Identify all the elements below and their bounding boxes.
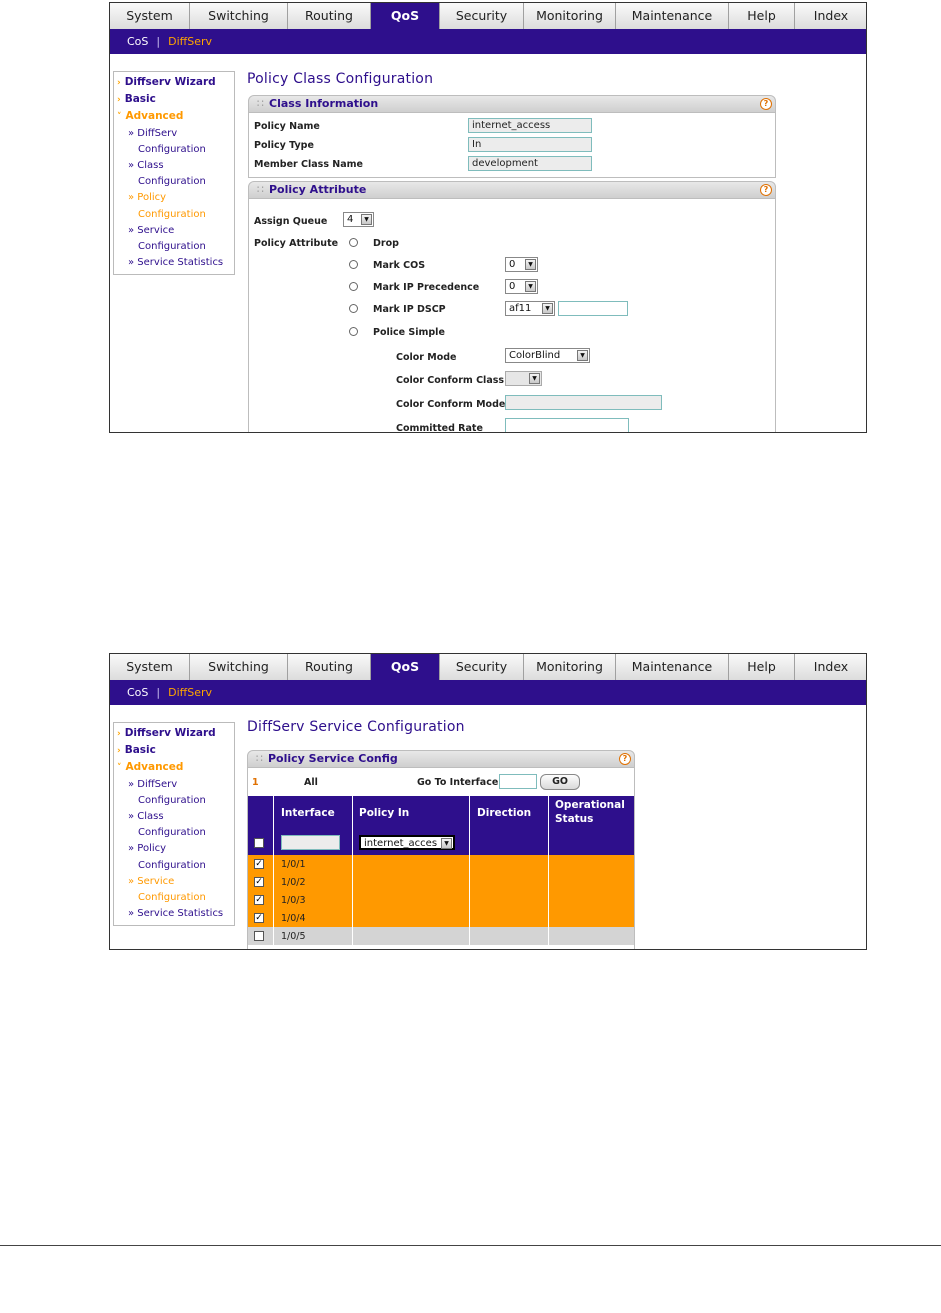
committed-rate-input[interactable]: [505, 418, 629, 433]
mark-ip-precedence-select[interactable]: [505, 279, 538, 294]
sidebar-item-statistics[interactable]: » Service Statistics: [128, 257, 224, 269]
mark-ip-dscp-input[interactable]: [558, 301, 628, 316]
sidebar-item-policy[interactable]: » Policy: [128, 192, 167, 204]
subtab-cos[interactable]: CoS: [127, 35, 149, 48]
tab-routing[interactable]: Routing: [288, 654, 371, 680]
mark-ip-dscp-select[interactable]: [505, 301, 555, 316]
policy-type-label: Policy Type: [254, 140, 314, 151]
sidebar: [113, 71, 235, 275]
table-row[interactable]: [248, 855, 634, 873]
help-icon[interactable]: ?: [760, 184, 772, 196]
tab-index[interactable]: Index: [795, 3, 867, 29]
row-checkbox[interactable]: ✓: [255, 877, 263, 887]
column-divider: [352, 873, 353, 891]
dropdown-arrow-icon: ▼: [525, 281, 536, 292]
subtab-diffserv[interactable]: DiffServ: [168, 35, 213, 48]
tab-qos[interactable]: QoS: [371, 654, 440, 680]
column-divider: [273, 891, 274, 909]
sidebar-item-statistics[interactable]: » Service Statistics: [128, 908, 224, 920]
dropdown-arrow-icon: ▼: [525, 259, 536, 270]
sub-tab-bar: [110, 680, 866, 705]
panel-title: Class Information: [269, 97, 379, 110]
sidebar-label: Advanced: [125, 761, 184, 774]
column-divider: [273, 855, 274, 873]
page-title: Policy Class Configuration: [247, 71, 434, 87]
column-divider: [548, 927, 549, 945]
sidebar-label: Advanced: [125, 110, 184, 123]
page-footer-rule: [0, 1245, 941, 1246]
interface-filter-input[interactable]: [281, 835, 340, 850]
table-row[interactable]: [248, 891, 634, 909]
dropdown-arrow-icon: ▼: [361, 214, 372, 225]
mark-ip-dscp-label: Mark IP DSCP: [373, 304, 446, 315]
sub-tab-bar: [110, 29, 866, 54]
sidebar-item-advanced[interactable]: [114, 759, 234, 776]
mark-ip-dscp-radio[interactable]: [349, 304, 358, 313]
select-value: 0: [509, 281, 516, 292]
policy-attribute-header: [248, 181, 776, 199]
table-row[interactable]: [248, 909, 634, 927]
row-checkbox[interactable]: ✓: [255, 913, 263, 923]
help-icon[interactable]: ?: [760, 98, 772, 110]
policy-type-field: In: [468, 137, 592, 152]
column-header-policy-in[interactable]: Policy In: [359, 807, 410, 819]
column-header-direction[interactable]: Direction: [477, 807, 532, 819]
mark-cos-label: Mark COS: [373, 260, 426, 271]
go-button[interactable]: GO: [540, 774, 580, 790]
select-all-checkbox[interactable]: [254, 838, 264, 848]
sidebar-item-diffserv-cont[interactable]: Configuration: [138, 794, 206, 806]
column-divider: [548, 830, 549, 855]
column-header-operational-status[interactable]: Operational Status: [555, 799, 625, 825]
table-row[interactable]: [248, 873, 634, 891]
help-icon[interactable]: ?: [619, 753, 631, 765]
sidebar-item-class-cont[interactable]: Configuration: [138, 827, 206, 839]
go-to-interface-label: Go To Interface: [417, 777, 499, 788]
tab-system[interactable]: System: [110, 654, 190, 680]
page-title: DiffServ Service Configuration: [247, 719, 465, 735]
mark-cos-radio[interactable]: [349, 260, 358, 269]
drop-radio[interactable]: [349, 238, 358, 247]
dropdown-arrow-icon: ▼: [529, 373, 540, 384]
column-divider: [352, 796, 353, 830]
sidebar-item-service-cont[interactable]: Configuration: [138, 241, 206, 253]
interface-cell: 1/0/5: [281, 931, 306, 942]
dropdown-arrow-icon: ▼: [542, 303, 553, 314]
chevron-right-icon: ›: [117, 95, 121, 106]
committed-rate-label: Committed Rate: [396, 423, 483, 433]
column-divider: [273, 873, 274, 891]
chevron-down-icon: ˅: [117, 763, 122, 774]
select-value: 4: [347, 214, 354, 225]
go-to-interface-input[interactable]: [499, 774, 537, 789]
select-value: af11: [509, 303, 532, 314]
grip-icon: ∷: [257, 97, 264, 110]
column-divider: [352, 909, 353, 927]
column-divider: [352, 927, 353, 945]
policy-class-screenshot: [109, 2, 867, 433]
sidebar-label: Basic: [124, 93, 156, 106]
color-conform-class-label: Color Conform Class: [396, 375, 505, 386]
policy-attribute-panel: [248, 199, 776, 433]
chevron-down-icon: ˅: [117, 112, 122, 123]
sidebar-item-advanced[interactable]: [114, 108, 234, 125]
dropdown-arrow-icon: ▼: [577, 350, 588, 361]
column-divider: [548, 796, 549, 830]
column-divider: [469, 909, 470, 927]
tab-system[interactable]: System: [110, 3, 190, 29]
sidebar-item-wizard[interactable]: [114, 725, 234, 742]
police-simple-radio[interactable]: [349, 327, 358, 336]
column-divider: [548, 891, 549, 909]
sidebar-item-basic[interactable]: [114, 91, 234, 108]
column-divider: [273, 909, 274, 927]
column-divider: [548, 855, 549, 873]
class-information-panel: [248, 113, 776, 178]
sidebar: [113, 722, 235, 926]
interface-cell: 1/0/3: [281, 895, 306, 906]
row-checkbox[interactable]: ✓: [255, 895, 263, 905]
subtab-diffserv[interactable]: DiffServ: [168, 686, 213, 699]
dropdown-arrow-icon: ▼: [441, 838, 452, 849]
mark-cos-select[interactable]: [505, 257, 538, 272]
subtab-separator: |: [156, 686, 161, 699]
column-header-interface[interactable]: Interface: [281, 807, 335, 819]
all-link[interactable]: All: [304, 777, 318, 788]
policy-service-panel: [247, 768, 635, 950]
column-divider: [469, 830, 470, 855]
column-divider: [273, 927, 274, 945]
grip-icon: ∷: [256, 752, 263, 765]
policy-name-label: Policy Name: [254, 121, 320, 132]
tab-switching[interactable]: Switching: [190, 3, 288, 29]
service-config-screenshot: [109, 653, 867, 950]
sidebar-item-basic[interactable]: [114, 742, 234, 759]
policy-attribute-label: Policy Attribute: [254, 238, 339, 249]
color-conform-mode-field: [505, 395, 662, 410]
interface-cell: 1/0/4: [281, 913, 306, 924]
color-conform-class-select[interactable]: [505, 371, 542, 386]
mark-ip-precedence-label: Mark IP Precedence: [373, 282, 480, 293]
column-divider: [273, 830, 274, 855]
unit-link[interactable]: 1: [252, 777, 259, 788]
sidebar-item-wizard[interactable]: [114, 74, 234, 91]
sidebar-item-diffserv[interactable]: » DiffServ: [128, 127, 178, 139]
sidebar-item-service[interactable]: » Service: [128, 224, 175, 236]
column-divider: [548, 909, 549, 927]
interface-cell: 1/0/1: [281, 859, 306, 870]
sidebar-item-diffserv[interactable]: » DiffServ: [128, 778, 178, 790]
assign-queue-select[interactable]: [343, 212, 374, 227]
chevron-right-icon: ›: [117, 746, 121, 757]
tab-security[interactable]: Security: [440, 3, 524, 29]
member-class-label: Member Class Name: [254, 159, 363, 170]
tab-monitoring[interactable]: Monitoring: [524, 3, 616, 29]
select-value: ColorBlind: [509, 350, 561, 361]
column-divider: [352, 891, 353, 909]
table-filter-row: [248, 830, 634, 855]
class-information-header: [248, 95, 776, 113]
tab-routing[interactable]: Routing: [288, 3, 371, 29]
color-mode-select[interactable]: [505, 348, 590, 363]
chevron-right-icon: ›: [117, 729, 121, 739]
color-mode-label: Color Mode: [396, 352, 457, 363]
select-value: 0: [509, 259, 516, 270]
color-conform-mode-label: Color Conform Mode: [396, 399, 506, 410]
sidebar-item-policy[interactable]: » Policy: [128, 843, 167, 855]
sidebar-item-service-cont[interactable]: Configuration: [138, 892, 206, 904]
sidebar-label: Basic: [124, 744, 156, 757]
sidebar-item-service[interactable]: » Service: [128, 875, 175, 887]
column-divider: [548, 873, 549, 891]
row-checkbox[interactable]: [254, 931, 264, 941]
tab-monitoring[interactable]: Monitoring: [524, 654, 616, 680]
policy-name-field: internet_access: [468, 118, 592, 133]
tab-security[interactable]: Security: [440, 654, 524, 680]
tab-maintenance[interactable]: Maintenance: [616, 3, 729, 29]
column-divider: [469, 796, 470, 830]
column-divider: [469, 891, 470, 909]
interface-cell: 1/0/2: [281, 877, 306, 888]
tab-qos[interactable]: QoS: [371, 3, 440, 29]
column-divider: [273, 796, 274, 830]
assign-queue-label: Assign Queue: [254, 216, 328, 227]
subtab-separator: |: [156, 35, 161, 48]
mark-ip-precedence-radio[interactable]: [349, 282, 358, 291]
member-class-field: development: [468, 156, 592, 171]
column-divider: [469, 873, 470, 891]
sidebar-label: Diffserv Wizard: [124, 76, 216, 88]
tab-switching[interactable]: Switching: [190, 654, 288, 680]
select-value: internet_acces: [364, 838, 438, 849]
column-divider: [352, 855, 353, 873]
policy-in-select[interactable]: [359, 835, 455, 850]
police-simple-label: Police Simple: [373, 327, 445, 338]
sidebar-item-diffserv-cont[interactable]: Configuration: [138, 143, 206, 155]
chevron-right-icon: ›: [117, 78, 121, 88]
grip-icon: ∷: [257, 183, 264, 196]
sidebar-item-class-cont[interactable]: Configuration: [138, 176, 206, 188]
panel-title: Policy Attribute: [269, 183, 367, 196]
row-checkbox[interactable]: ✓: [255, 859, 263, 869]
sidebar-item-policy-cont[interactable]: Configuration: [138, 859, 206, 871]
sidebar-item-policy-cont[interactable]: Configuration: [138, 208, 206, 220]
sidebar-item-class[interactable]: » Class: [128, 160, 164, 172]
tab-maintenance[interactable]: Maintenance: [616, 654, 729, 680]
subtab-cos[interactable]: CoS: [127, 686, 149, 699]
main-tab-bar: [110, 654, 866, 680]
drop-label: Drop: [373, 238, 399, 249]
column-divider: [469, 855, 470, 873]
sidebar-item-class[interactable]: » Class: [128, 811, 164, 823]
column-divider: [469, 927, 470, 945]
table-row[interactable]: [248, 927, 634, 945]
sidebar-label: Diffserv Wizard: [124, 727, 216, 739]
policy-service-header: [247, 750, 635, 768]
main-tab-bar: [110, 3, 866, 29]
table-header: [248, 796, 634, 830]
tab-index[interactable]: Index: [795, 654, 867, 680]
tab-help[interactable]: Help: [729, 654, 795, 680]
column-divider: [352, 830, 353, 855]
panel-title: Policy Service Config: [268, 752, 398, 765]
tab-help[interactable]: Help: [729, 3, 795, 29]
